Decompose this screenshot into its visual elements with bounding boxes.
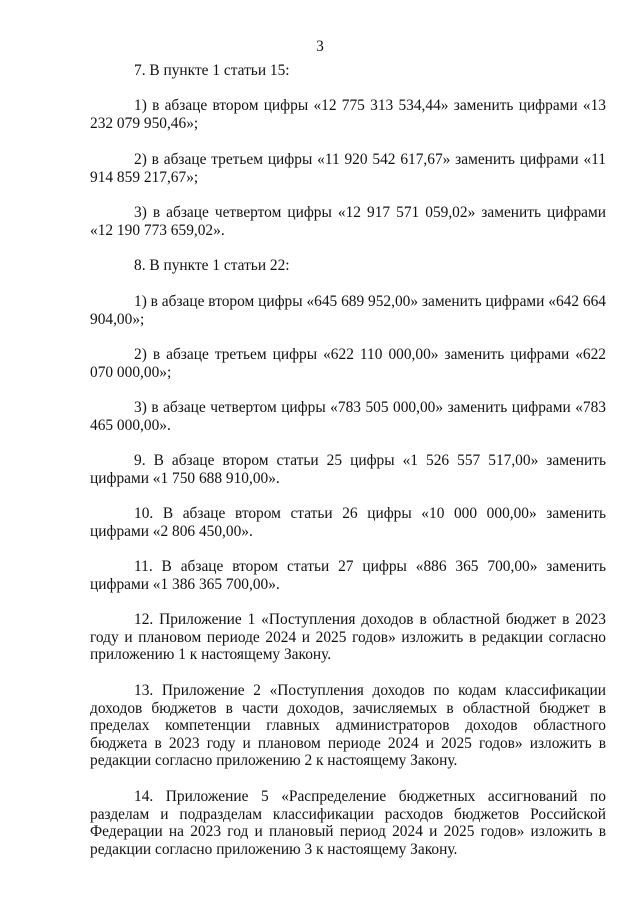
paragraph-item-8-2: 2) в абзаце третьем цифры «622 110 000,00» заменить цифрами «622 070 000,00»; bbox=[90, 346, 606, 381]
paragraph-item-8-1: 1) в абзаце втором цифры «645 689 952,00» заменить цифрами «642 664 904,00»; bbox=[90, 293, 606, 328]
page-number: 3 bbox=[316, 38, 324, 55]
paragraph-item-9: 9. В абзаце втором статьи 25 цифры «1 526 557 517,00» заменить цифрами «1 750 688 910,00». bbox=[90, 452, 606, 487]
paragraph-item-12: 12. Приложение 1 «Поступления доходов в областной бюджет в 2023 году и плановом периоде 2024 и 2025 годов» изложить в редакции согласно приложению 1 к настоящему Закону. bbox=[90, 611, 606, 663]
paragraph-item-7-1: 1) в абзаце втором цифры «12 775 313 534,44» заменить цифрами «13 232 079 950,46»; bbox=[90, 97, 606, 132]
paragraph-item-7: 7. В пункте 1 статьи 15: bbox=[134, 62, 290, 79]
paragraph-item-10: 10. В абзаце втором статьи 26 цифры «10 000 000,00» заменить цифрами «2 806 450,00». bbox=[90, 505, 606, 540]
paragraph-item-7-3: 3) в абзаце четвертом цифры «12 917 571 059,02» заменить цифрами «12 190 773 659,02». bbox=[90, 204, 606, 239]
paragraph-item-13: 13. Приложение 2 «Поступления доходов по кодам классификации доходов бюджетов в части доходов, зачисляемых в областной бюджет в пределах компетенции главных администраторов доходов областного бюджета в 2023 году и плановом периоде 2024 и 2025 годов» изложить в редакции согласно приложению 2 к настоящему Закону. bbox=[90, 682, 606, 769]
paragraph-item-14: 14. Приложение 5 «Распределение бюджетных ассигнований по разделам и подразделам классификации расходов бюджетов Российской Федерации на 2023 год и плановый период 2024 и 2025 годов» изложить в редакции согласно приложению 3 к настоящему Закону. bbox=[90, 788, 606, 858]
paragraph-item-7-2: 2) в абзаце третьем цифры «11 920 542 617,67» заменить цифрами «11 914 859 217,67»; bbox=[90, 151, 606, 186]
paragraph-item-8-3: 3) в абзаце четвертом цифры «783 505 000,00» заменить цифрами «783 465 000,00». bbox=[90, 399, 606, 434]
paragraph-item-11: 11. В абзаце втором статьи 27 цифры «886 365 700,00» заменить цифрами «1 386 365 700,00». bbox=[90, 558, 606, 593]
paragraph-item-8: 8. В пункте 1 статьи 22: bbox=[134, 257, 290, 274]
